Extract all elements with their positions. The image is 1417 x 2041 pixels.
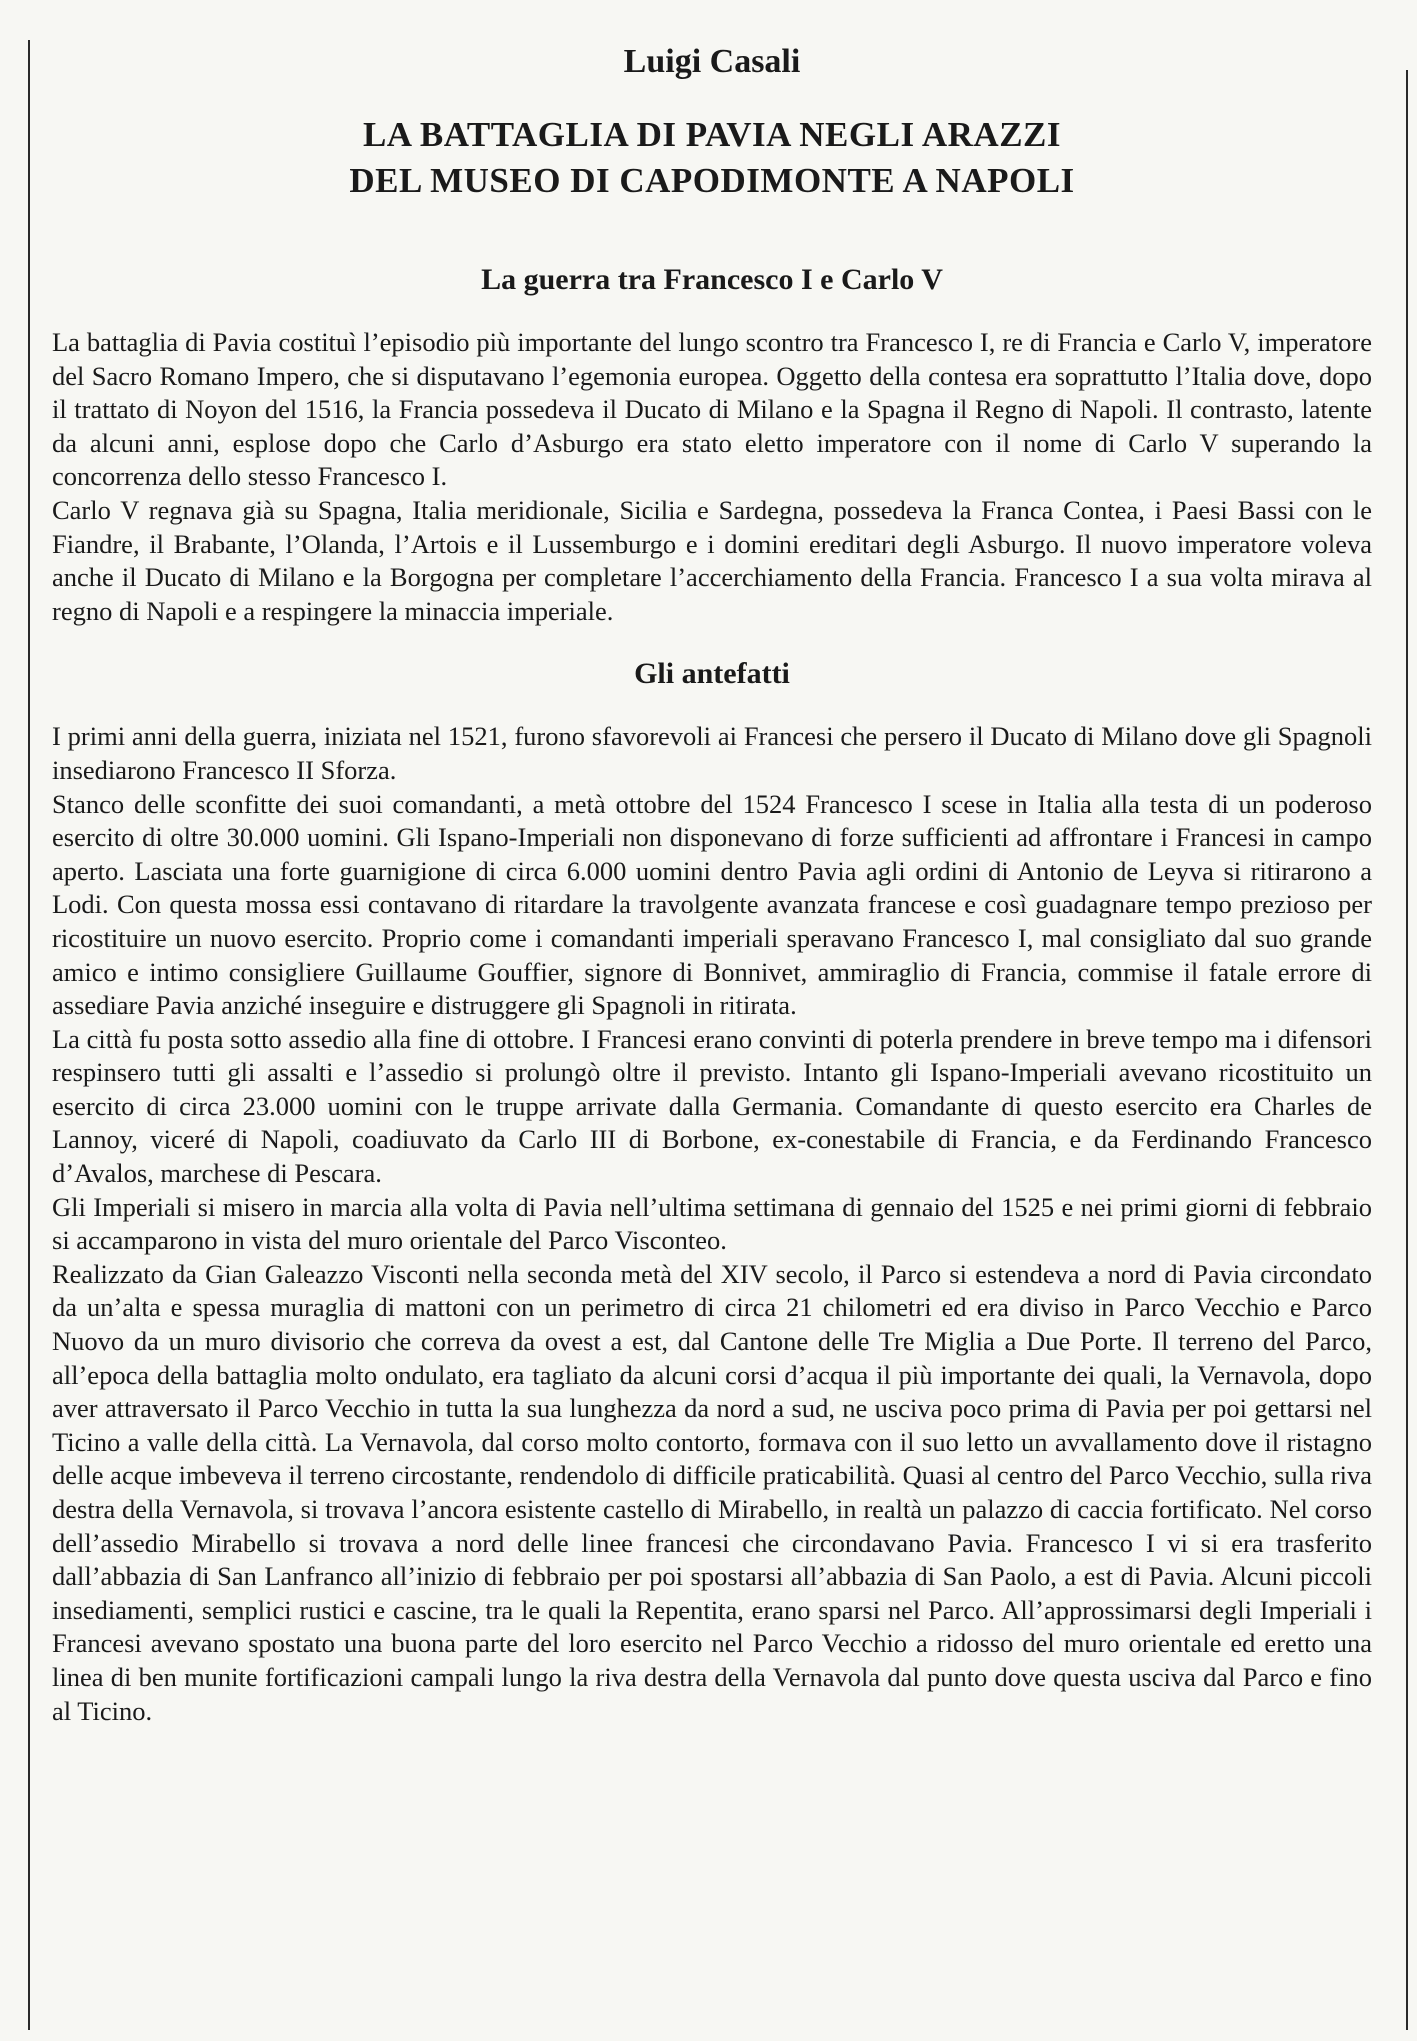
left-margin-rule	[28, 40, 30, 2030]
title-line-1: LA BATTAGLIA DI PAVIA NEGLI ARAZZI	[362, 115, 1062, 154]
paragraph: La battaglia di Pavia costituì l’episodio più importante del lungo scontro tra Francesco I, re di Francia e Carlo V, imperatore del Sacro Romano Impero, che si disputavano l’egemonia europea. Oggetto della contesa era soprattutto l’Italia dove, dopo il trattato di Noyon del 1516, la Francia possedeva il Ducato di Milano e la Spagna il Regno di Napoli. Il contrasto, latente da alcuni anni, esplose dopo che Carlo d’Asburgo era stato eletto imperatore con il nome di Carlo V superando la concorrenza dello stesso Francesco I.	[52, 327, 1372, 492]
article-title	[52, 112, 1372, 204]
right-margin-rule	[1406, 70, 1408, 2030]
article	[52, 40, 1372, 1728]
section-heading: La guerra tra Francesco I e Carlo V	[481, 263, 943, 296]
title-line-2: DEL MUSEO DI CAPODIMONTE A NAPOLI	[349, 161, 1075, 200]
author-name: Luigi Casali	[623, 43, 801, 80]
section-heading: Gli antefatti	[634, 657, 790, 691]
paragraph: Stanco delle sconfitte dei suoi comandanti, a metà ottobre del 1524 Francesco I scese in Italia alla testa di un poderoso esercito di oltre 30.000 uomini. Gli Ispano-Imperiali non disponevano di forze sufficienti ad affrontare i Francesi in campo aperto. Lasciata una forte guarnigione di circa 6.000 uomini dentro Pavia agli ordini di Antonio de Leyva si ritirarono a Lodi. Con questa mossa essi contavano di ritardare la travolgente avanzata francese e così guadagnare tempo prezioso per ricostituire un nuovo esercito. Proprio come i comandanti imperiali speravano Francesco I, mal consigliato dal suo grande amico e intimo consigliere Guillaume Gouffier, signore di Bonnivet, ammiraglio di Francia, commise il fatale errore di assediare Pavia anziché inseguire e distruggere gli Spagnoli in ritirata.	[52, 788, 1372, 1021]
paragraph: Realizzato da Gian Galeazzo Visconti nella seconda metà del XIV secolo, il Parco si estendeva a nord di Pavia circondato da un’alta e spessa muraglia di mattoni con un perimetro di circa 21 chilometri ed era diviso in Parco Vecchio e Parco Nuovo da un muro divisorio che correva da ovest a est, dal Cantone delle Tre Miglia a Due Porte. Il terreno del Parco, all’epoca della battaglia molto ondulato, era tagliato da alcuni corsi d’acqua il più importante dei quali, la Vernavola, dopo aver attraversato il Parco Vecchio in tutta la sua lunghezza da nord a sud, ne usciva poco prima di Pavia per poi gettarsi nel Ticino a valle della città. La Vernavola, dal corso molto contorto, formava con il suo letto un avvallamento dove il ristagno delle acque imbeveva il terreno circostante, rendendolo di difficile praticabilità. Quasi al centro del Parco Vecchio, sulla riva destra della Vernavola, si trovava l’ancora esistente castello di Mirabello, in realtà un palazzo di caccia fortificato. Nel corso dell’assedio Mirabello si trovava a nord delle linee francesi che circondavano Pavia. Francesco I vi si era trasferito dall’abbazia di San Lanfranco all’inizio di febbraio per poi spostarsi all’abbazia di San Paolo, a est di Pavia. Alcuni piccoli insediamenti, semplici rustici e cascine, tra le quali la Repentita, erano sparsi nel Parco. All’approssimarsi degli Imperiali i Francesi avevano spostato una buona parte del loro esercito nel Parco Vecchio a ridosso del muro orientale ed eretto una linea di ben munite fortificazioni campali lungo la riva destra della Vernavola dal punto dove questa usciva dal Parco e fino al Ticino.	[52, 1258, 1372, 1726]
paragraph: I primi anni della guerra, iniziata nel 1521, furono sfavorevoli ai Francesi che persero il Ducato di Milano dove gli Spagnoli insediarono Francesco II Sforza.	[52, 721, 1372, 785]
paragraph: Gli Imperiali si misero in marcia alla volta di Pavia nell’ultima settimana di gennaio del 1525 e nei primi giorni di febbraio si accamparono in vista del muro orientale del Parco Visconteo.	[52, 1191, 1372, 1256]
paragraph: Carlo V regnava già su Spagna, Italia meridionale, Sicilia e Sardegna, possedeva la Franca Contea, i Paesi Bassi con le Fiandre, il Brabante, l’Olanda, l’Artois e il Lussemburgo e i domini ereditari degli Asburgo. Il nuovo imperatore voleva anche il Ducato di Milano e la Borgogna per completare l’accerchiamento della Francia. Francesco I a sua volta mirava al regno di Napoli e a respingere la minaccia imperiale.	[52, 494, 1372, 626]
paragraph: La città fu posta sotto assedio alla fine di ottobre. I Francesi erano convinti di poterla prendere in breve tempo ma i difensori respinsero tutti gli assalti e l’assedio si prolungò oltre il previsto. Intanto gli Ispano-Imperiali avevano ricostituito un esercito di circa 23.000 uomini con le truppe arrivate dalla Germania. Comandante di questo esercito era Charles de Lannoy, viceré di Napoli, coadiuvato da Carlo III di Borbone, ex-conestabile di Francia, e da Ferdinando Francesco d’Avalos, marchese di Pescara.	[52, 1023, 1372, 1189]
